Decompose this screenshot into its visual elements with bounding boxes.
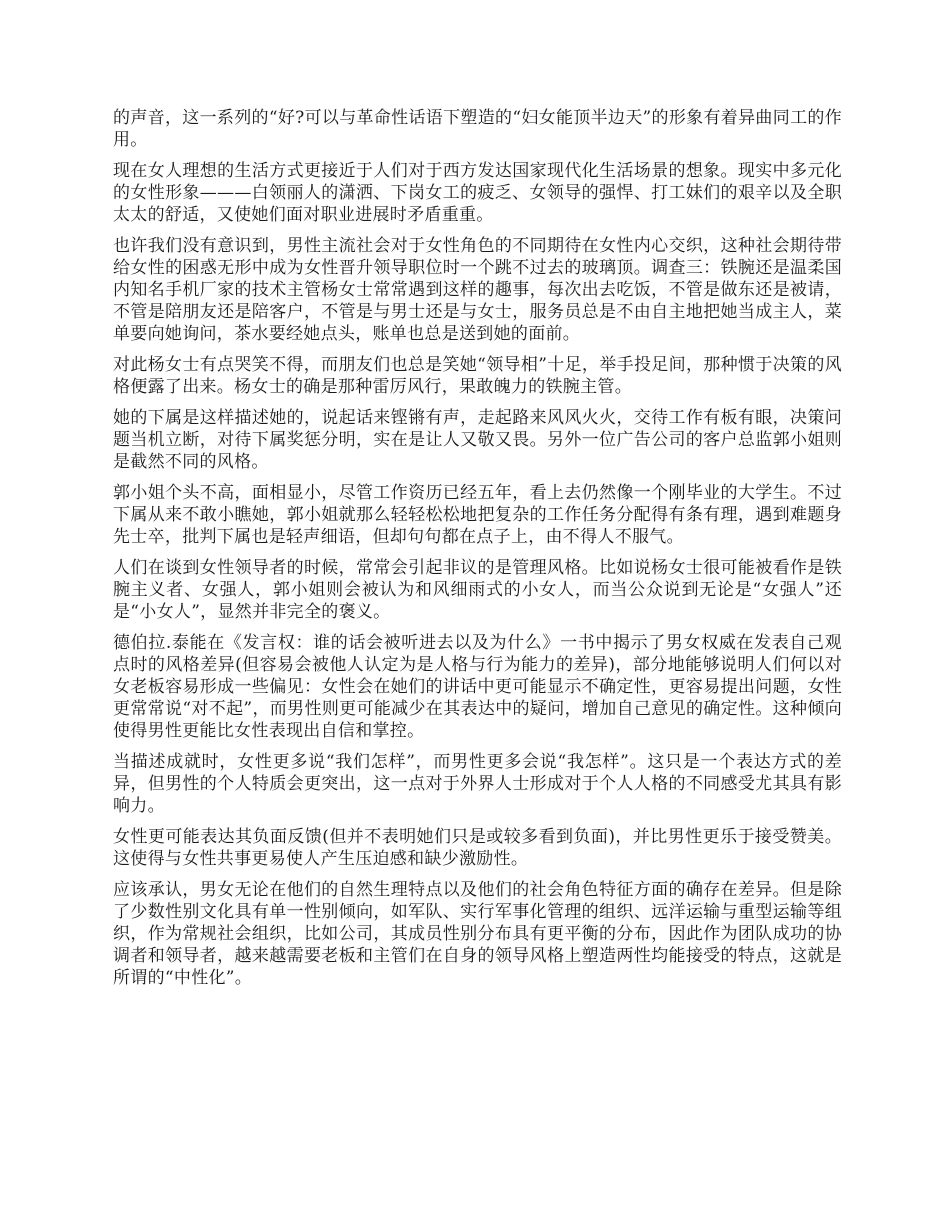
paragraph-4: 对此杨女士有点哭笑不得，而朋友们也总是笑她“领导相”十足，举手投足间，那种惯于决策的风格便露了出来。杨女士的确是那种雷厉风行，果敢魄力的铁腕主管。 xyxy=(113,355,842,397)
paragraph-7: 人们在谈到女性领导者的时候，常常会引起非议的是管理风格。比如说杨女士很可能被看作是铁腕主义者、女强人，郭小姐则会被认为和风细雨式的小女人，而当公众说到无论是“女强人”还是“小女人”，显然并非完全的褒义。 xyxy=(113,558,842,622)
paragraph-3: 也许我们没有意识到，男性主流社会对于女性角色的不同期待在女性内心交织，这种社会期待带给女性的困惑无形中成为女性晋升领导职位时一个跳不过去的玻璃顶。调查三：铁腕还是温柔国内知名手机厂家的技术主管杨女士常常遇到这样的趣事，每次出去吃饭，不管是做东还是被请，不管是陪朋友还是陪客户，不管是与男士还是与女士，服务员总是不由自主地把她当成主人，菜单要向她询问，茶水要经她点头，账单也总是送到她的面前。 xyxy=(113,236,842,344)
paragraph-9: 当描述成就时，女性更多说“我们怎样”，而男性更多会说“我怎样”。这只是一个表达方式的差异，但男性的个人特质会更突出，这一点对于外界人士形成对于个人人格的不同感受尤其具有影响力。 xyxy=(113,752,842,816)
paragraph-1: 的声音，这一系列的“好?可以与革命性话语下塑造的“妇女能顶半边天”的形象有着异曲同工的作用。 xyxy=(113,108,842,150)
paragraph-10: 女性更可能表达其负面反馈(但并不表明她们只是或较多看到负面)，并比男性更乐于接受赞美。这使得与女性共事更易使人产生压迫感和缺少激励性。 xyxy=(113,827,842,869)
paragraph-5: 她的下属是这样描述她的，说起话来铿锵有声，走起路来风风火火，交待工作有板有眼，决策问题当机立断，对待下属奖惩分明，实在是让人又敬又畏。另外一位广告公司的客户总监郭小姐则是截然不同的风格。 xyxy=(113,408,842,472)
paragraph-11: 应该承认，男女无论在他们的自然生理特点以及他们的社会角色特征方面的确存在差异。但是除了少数性别文化具有单一性别倾向，如军队、实行军事化管理的组织、远洋运输与重型运输等组织，作为常规社会组织，比如公司，其成员性别分布具有更平衡的分布，因此作为团队成功的协调者和领导者，越来越需要老板和主管们在自身的领导风格上塑造两性均能接受的特点，这就是所谓的“中性化”。 xyxy=(113,880,842,988)
paragraph-2: 现在女人理想的生活方式更接近于人们对于西方发达国家现代化生活场景的想象。现实中多元化的女性形象———白领丽人的潇洒、下岗女工的疲乏、女领导的强悍、打工妹们的艰辛以及全职太太的舒适，又使她们面对职业进展时矛盾重重。 xyxy=(113,161,842,225)
paragraph-6: 郭小姐个头不高，面相显小，尽管工作资历已经五年，看上去仍然像一个刚毕业的大学生。不过下属从来不敢小瞧她，郭小姐就那么轻轻松松地把复杂的工作任务分配得有条有理，遇到难题身先士卒，批判下属也是轻声细语，但却句句都在点子上，由不得人不服气。 xyxy=(113,483,842,547)
paragraph-8: 德伯拉.泰能在《发言权：谁的话会被听进去以及为什么》一书中揭示了男女权威在发表自己观点时的风格差异(但容易会被他人认定为是人格与行为能力的差异)，部分地能够说明人们何以对女老板容易形成一些偏见：女性会在她们的讲话中更可能显示不确定性，更容易提出问题，女性更常常说“对不起”，而男性则更可能减少在其表达中的疑问，增加自己意见的确定性。这种倾向使得男性更能比女性表现出自信和掌控。 xyxy=(113,633,842,741)
